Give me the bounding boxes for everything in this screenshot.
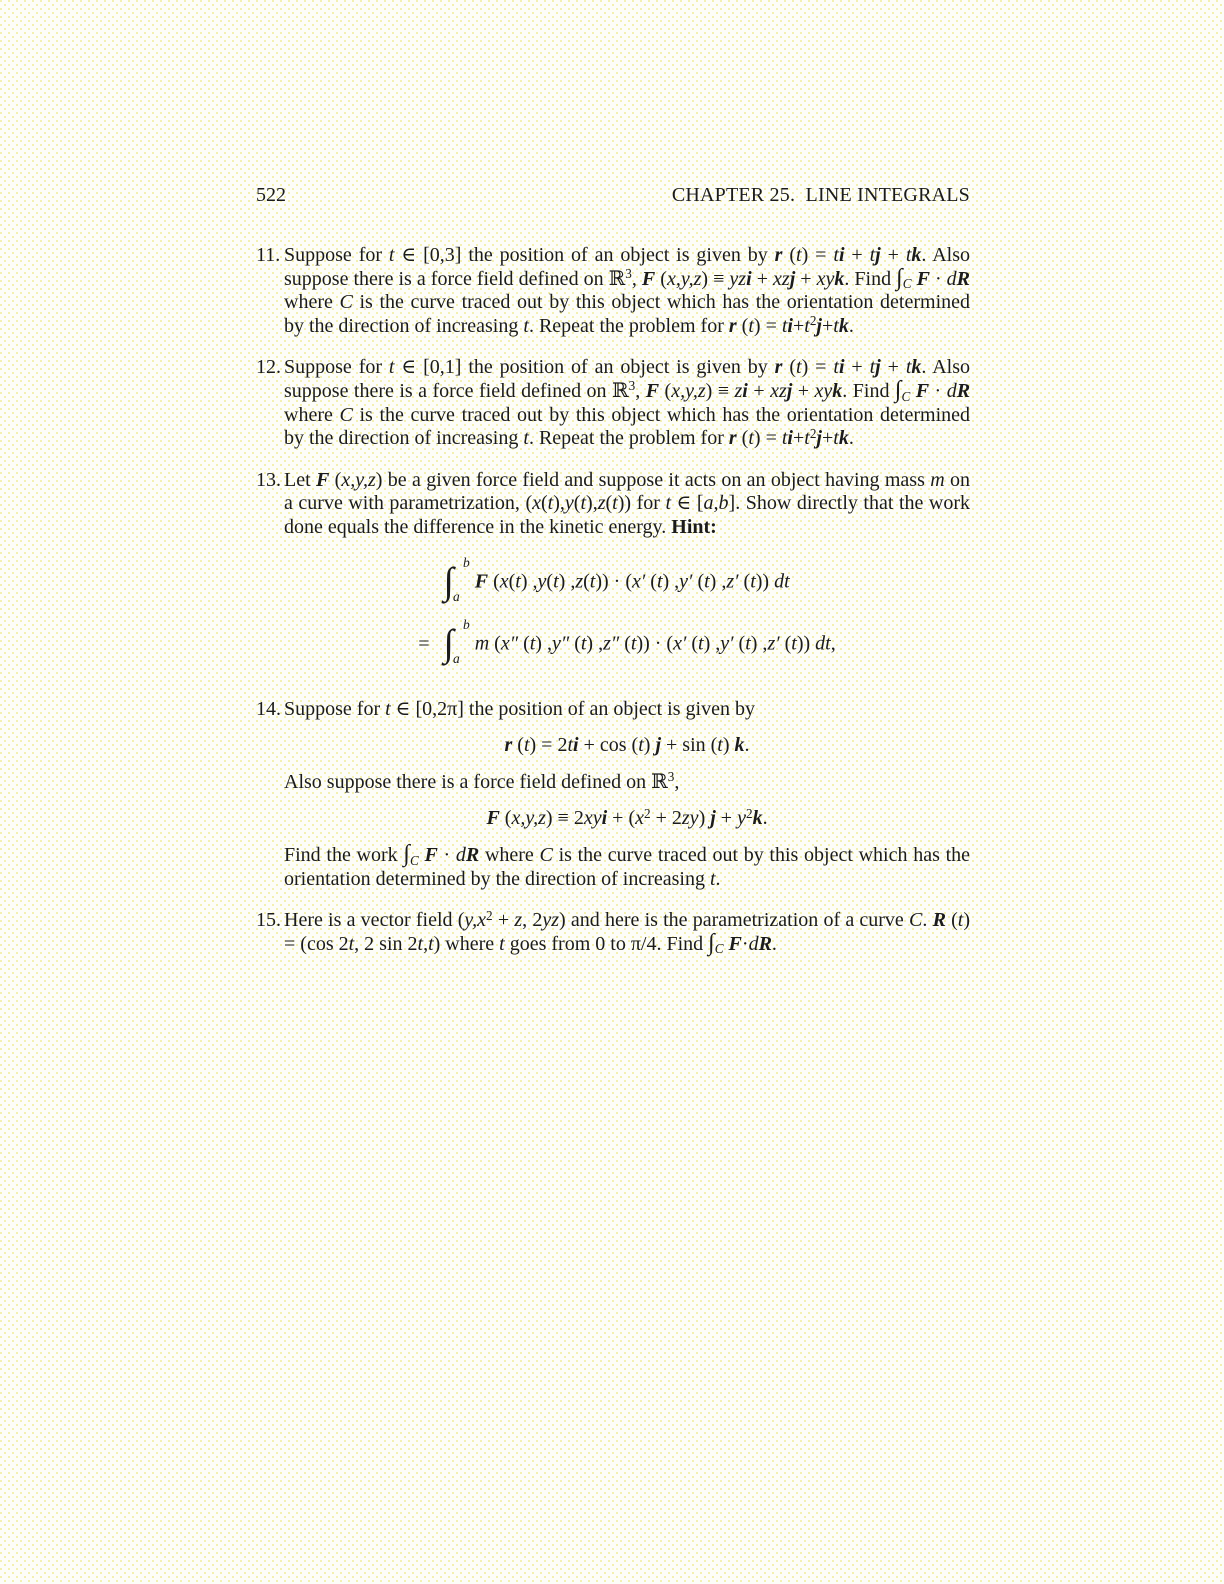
problem-13-number: 13. <box>256 468 281 491</box>
problem-14-text-2: Also suppose there is a force field defined on ℝ$^3$, <box>284 769 680 793</box>
problem-12 <box>256 356 970 450</box>
problem-12-body <box>284 356 970 450</box>
problem-14-display-equation-2: F $(x,y,z) \equiv 2xyi + (x^2 + 2zy) j + y^2k$. <box>486 805 768 830</box>
problem-14-number: 14. <box>256 697 281 720</box>
problem-11-number: 11. <box>256 244 281 266</box>
page-header <box>256 184 970 206</box>
problem-15-number: 15. <box>256 909 281 932</box>
equation-row-1-expression: ∫ b a F (x(t) ,y(t) ,z(t)) · (x′ (t) ,y′ (t) ,z′ (t)) dt <box>443 554 790 605</box>
problem-12-number: 12. <box>256 356 281 379</box>
page-content <box>256 184 970 974</box>
problem-15-body <box>284 909 970 956</box>
equation-row-2 <box>418 614 835 676</box>
problem-14-display-equation-1: r (t) = 2ti + cos (t) j + sin (t) k. <box>504 734 750 757</box>
problem-13-display-equation <box>418 552 835 676</box>
problem-15 <box>256 909 970 956</box>
problem-11 <box>256 244 970 338</box>
problem-14 <box>256 698 970 892</box>
problem-11-text: Suppose for t ∈ [0,3] the position of an object is given by r (t) = ti + tj + tk. Also suppose there is a force field defined on ℝ$^3$, F (x,y,z) ≡ yzi + xzj + xyk. Find ∫C F · dR where C is the curve traced out by this object which has the orientation determined by the direction of increasing t. Repeat the problem for r $(t) = ti+t^2j+tk$. <box>284 244 970 337</box>
problem-13 <box>256 469 970 680</box>
problem-14-text-1: Suppose for t ∈ [0,2π] the position of an object is given by <box>284 697 755 720</box>
problem-11-body <box>284 244 970 338</box>
equation-row-1-lhs <box>418 552 443 614</box>
problem-13-text: Let F (x,y,z) be a given force field and suppose it acts on an object having mass m on a curve with parametrization, (x(t),y(t),z(t)) for t ∈ [a,b]. Show directly that the work done equals the difference in the kinetic energy. Hint: <box>284 468 971 538</box>
problem-12-text: Suppose for t ∈ [0,1] the position of an object is given by r (t) = ti + tj + tk. Also suppose there is a force field defined on ℝ$^3$, F (x,y,z) ≡ zi + xzj + xyk. Find ∫C F · dR where C is the curve traced out by this object which has the orientation determined by the direction of increasing t. Repeat the problem for r $(t) = ti+t^2j+tk$. <box>284 356 971 450</box>
problem-14-body <box>284 698 970 892</box>
equation-row-2-expression: ∫ b a m (x″ (t) ,y″ (t) ,z″ (t)) · (x′ (t) ,y′ (t) ,z′ (t)) dt, <box>443 616 836 667</box>
problem-13-body <box>284 469 970 680</box>
page-number: 522 <box>256 184 286 206</box>
problem-15-text: Here is a vector field ($y,x^2 + z$, 2yz) and here is the parametrization of a curve C. R (t) = (cos 2t, 2 sin 2t,t) where t goes from 0 to π/4. Find ∫C F·dR. <box>284 907 971 957</box>
chapter-header: CHAPTER 25. LINE INTEGRALS <box>671 184 970 206</box>
equation-row-2-lhs: = <box>418 632 430 655</box>
equation-row-1 <box>418 552 835 614</box>
problem-14-text-3: Find the work ∫C F · dR where C is the curve traced out by this object which has the orientation determined by the direction of increasing t. <box>284 840 971 890</box>
